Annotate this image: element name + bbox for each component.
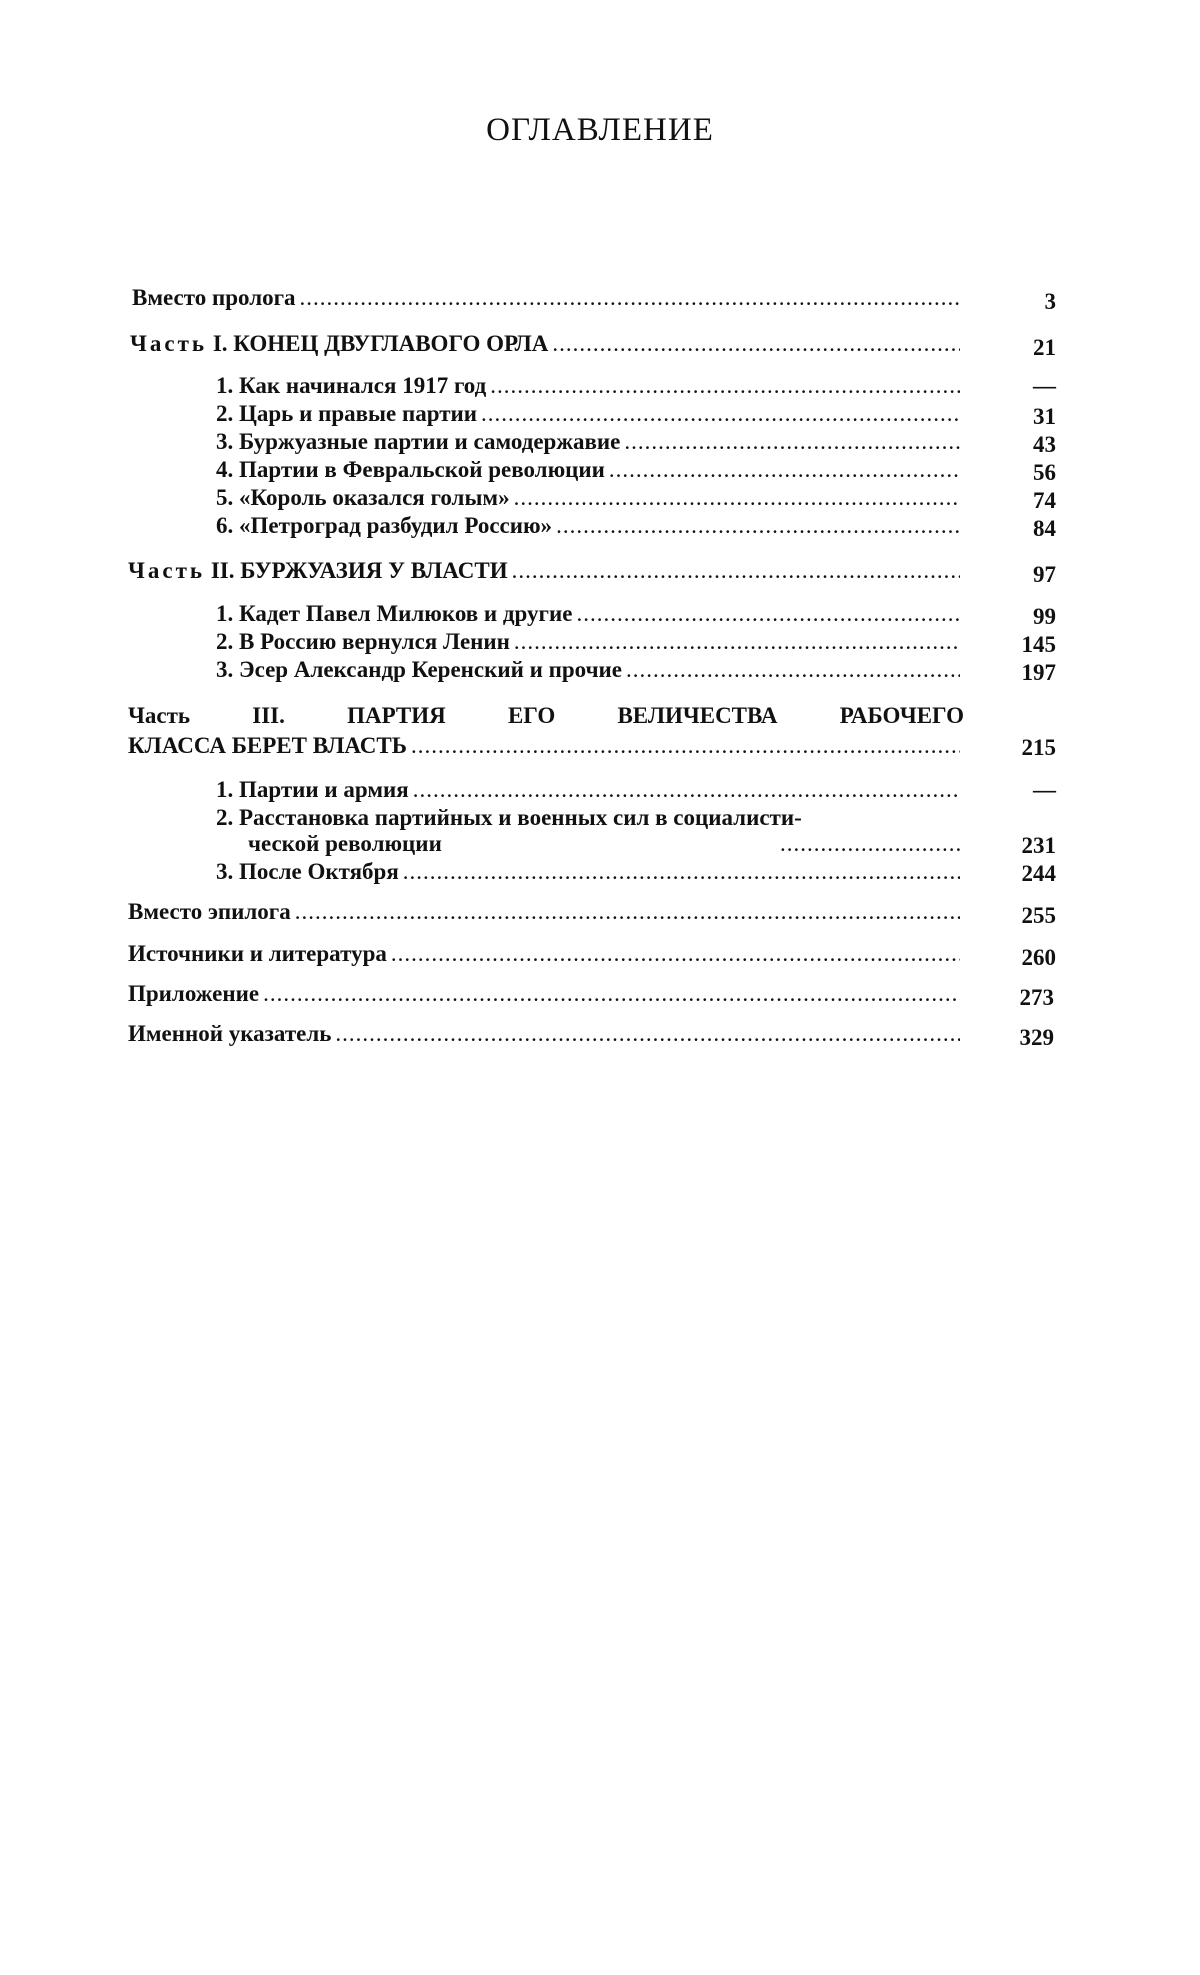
toc-chapter: 1. Партии и армия ..... xyxy=(216,776,964,803)
toc-chapter-page: — xyxy=(1033,777,1056,802)
toc-chapter-page: — xyxy=(1033,373,1056,398)
dot-leader xyxy=(411,732,960,759)
toc-chapter: 2. В Россию вернулся Ленин ..... xyxy=(216,628,964,655)
toc-entry-index: Именной указатель ..... xyxy=(128,1020,964,1047)
dot-leader xyxy=(263,980,960,1007)
dot-leader xyxy=(295,898,960,925)
dot-leader: ........................... xyxy=(780,831,963,856)
dot-leader xyxy=(490,372,960,399)
dot-leader xyxy=(514,484,960,511)
toc-entry-page: 3 xyxy=(1044,289,1056,314)
toc-chapter: 2. Царь и правые партии ..... xyxy=(216,400,964,427)
toc-chapter-page: 244 xyxy=(1021,861,1056,886)
toc-chapter: 4. Партии в Февральской революции ..... xyxy=(216,456,964,483)
toc-chapter: 1. Как начинался 1917 год ..... xyxy=(216,372,964,399)
toc-chapter: 6. «Петроград разбудил Россию» ..... xyxy=(216,512,964,539)
toc-entry-page: 329 xyxy=(1019,1025,1054,1050)
toc-entry-page: 273 xyxy=(1019,985,1054,1010)
toc-chapter: 1. Кадет Павел Милюков и другие ..... xyxy=(216,600,964,627)
toc-chapter-page: 56 xyxy=(1033,460,1056,485)
toc-chapter: 3. Эсер Александр Керенский и прочие ..... xyxy=(216,656,964,683)
toc-part-1 xyxy=(130,330,964,357)
toc-part-2 xyxy=(128,557,964,584)
toc-chapter-line2: ческой революции xyxy=(248,831,442,856)
part-prefix: Часть xyxy=(130,331,208,356)
toc-entry-page: 260 xyxy=(1021,945,1056,970)
dot-leader xyxy=(403,858,960,885)
dot-leader xyxy=(413,776,960,803)
dot-leader xyxy=(391,940,960,967)
dot-leader xyxy=(481,400,960,427)
toc-part-3-line2: КЛАССА БЕРЕТ ВЛАСТЬ ..... xyxy=(128,732,964,759)
toc-chapter-page: 43 xyxy=(1033,432,1056,457)
toc-part-page: 215 xyxy=(1021,735,1056,760)
toc-chapter-page: 145 xyxy=(1021,632,1056,657)
dot-leader xyxy=(624,428,960,455)
part-title: II. БУРЖУАЗИЯ У ВЛАСТИ xyxy=(210,558,508,583)
dot-leader xyxy=(514,628,960,655)
toc-chapter-page: 74 xyxy=(1033,488,1056,513)
dot-leader xyxy=(335,1020,960,1047)
toc-chapter: 3. Буржуазные партии и самодержавие ..... xyxy=(216,428,964,455)
toc-chapter: 5. «Король оказался голым» ..... xyxy=(216,484,964,511)
toc-entry-epilogue: Вместо эпилога ..... xyxy=(128,898,964,925)
toc-chapter-line1: 2. Расстановка партийных и военных сил в социалисти- xyxy=(216,805,802,830)
dot-leader xyxy=(626,656,960,683)
toc-chapter-page: 197 xyxy=(1021,660,1056,685)
dot-leader xyxy=(512,557,960,584)
toc-part-page: 97 xyxy=(1033,562,1056,587)
dot-leader xyxy=(556,512,960,539)
toc-part-3-line1: Часть III. ПАРТИЯ ЕГО ВЕЛИЧЕСТВА РАБОЧЕГО xyxy=(128,703,964,728)
page-title: ОГЛАВЛЕНИЕ xyxy=(486,112,714,148)
toc-chapter-page: 84 xyxy=(1033,516,1056,541)
part-prefix: Часть xyxy=(128,558,206,583)
dot-leader xyxy=(300,284,960,311)
toc-chapter: 3. После Октября ..... xyxy=(216,858,964,885)
toc-part-page: 21 xyxy=(1033,335,1056,360)
toc-entry-sources: Источники и литература ..... xyxy=(128,940,964,967)
dot-leader xyxy=(576,600,960,627)
toc-entry-page: 255 xyxy=(1021,903,1056,928)
toc-entry-appendix: Приложение ..... xyxy=(128,980,964,1007)
toc-chapter-page: 231 xyxy=(1021,833,1056,858)
toc-entry-prologue xyxy=(132,284,964,311)
part-title: I. КОНЕЦ ДВУГЛАВОГО ОРЛА xyxy=(212,331,549,356)
toc-chapter-page: 99 xyxy=(1033,604,1056,629)
dot-leader xyxy=(552,330,960,357)
toc-entry-label: Вместо пролога xyxy=(132,285,296,310)
dot-leader xyxy=(609,456,960,483)
toc-chapter-page: 31 xyxy=(1033,404,1056,429)
